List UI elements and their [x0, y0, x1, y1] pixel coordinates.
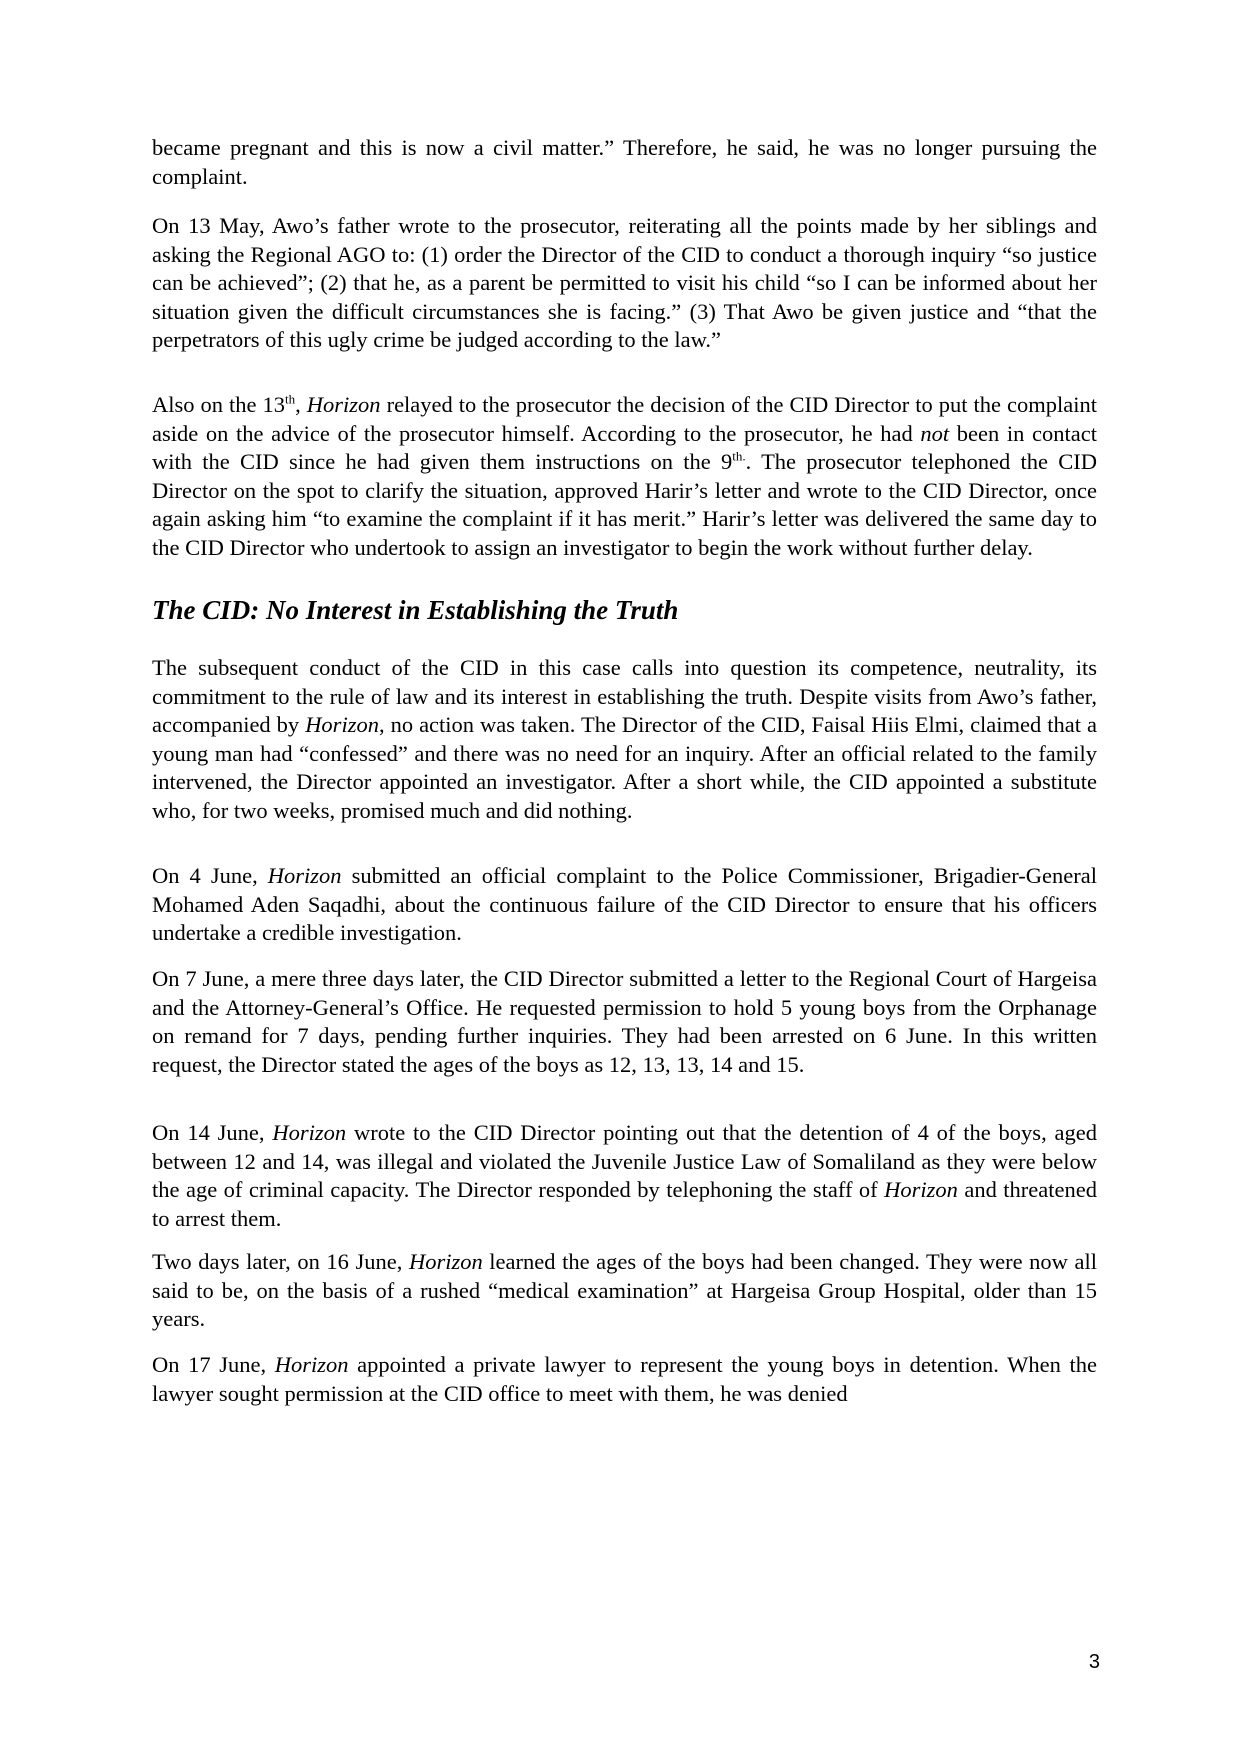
paragraph-cid-conduct: The subsequent conduct of the CID in this case calls into question its competence, neutrality, its commitment to the rule of law and its interest in establishing the truth. Despite visits from Awo’s father, accompanied by Horizon, no action was taken. The Director of the CID, Faisal Hiis Elmi, claimed that a young man had “confessed” and there was no need for an inquiry. After an official related to the family intervened, the Director appointed an investigator. After a short while, the CID appointed a substitute who, for two weeks, promised much and did nothing.	[152, 655, 1097, 823]
organization-name: Horizon	[305, 712, 379, 738]
paragraph-14-june: On 14 June, Horizon wrote to the CID Director pointing out that the detention of 4 of the boys, aged between 12 and 14, was illegal and violated the Juvenile Justice Law of Somaliland as they were below the age of criminal capacity. The Director responded by telephoning the staff of Horizon and threatened to arrest them.	[152, 1120, 1098, 1231]
paragraph-horizon-relayed: Also on the 13th, Horizon relayed to the prosecutor the decision of the CID Director to put the complaint aside on the advice of the prosecutor himself. According to the prosecutor, he had not been in contact with the CID since he had given them instructions on the $9^{th.}$. The prosecutor telephoned the CID Director on the spot to clarify the situation, approved Harir’s letter and wrote to the CID Director, once again asking him “to examine the complaint if it has merit.” Harir’s letter was delivered the same day to the CID Director who undertook to assign an investigator to begin the work without further delay.	[152, 391, 1098, 560]
emphasis-word: not	[920, 420, 950, 446]
page-number: 3	[1088, 1651, 1100, 1673]
paragraph-pregnancy-civil-matter	[152, 134, 1097, 191]
organization-name: Horizon	[408, 1249, 483, 1274]
organization-name: Horizon	[884, 1177, 958, 1203]
superscript-ordinal: th	[285, 391, 296, 407]
paragraph-16-june: Two days later, on 16 June, Horizon learned the ages of the boys had been changed. They were now all said to be, on the basis of a rushed “medical examination” at Hargeisa Group Hospital, older than 15 years.	[152, 1249, 1097, 1332]
superscript-ordinal: th.	[732, 448, 746, 464]
paragraph-4-june-complaint: On 4 June, Horizon submitted an official complaint to the Police Commissioner, Brigadier-General Mohamed Aden Saqadhi, about the continuous failure of the CID Director to ensure that his officers undertake a credible investigation.	[152, 863, 1098, 946]
organization-name: Horizon	[306, 392, 381, 417]
section-heading: The CID: No Interest in Establishing the Truth	[152, 595, 679, 625]
paragraph-text: became pregnant and this is now a civil matter.” Therefore, he said, he was no longer pursuing the complaint.	[152, 135, 1097, 189]
paragraph-text: On 13 May, Awo’s father wrote to the prosecutor, reiterating all the points made by her siblings and asking the Regional AGO to: (1) order the Director of the CID to conduct a thorough inquiry “so justice can be achieved”; (2) that he, as a parent be permitted to visit his child “so I can be informed about her situation given the difficult circumstances she is facing.” (3) That Awo be given justice and “that the perpetrators of this ugly crime be judged according to the law.”	[152, 213, 1097, 353]
paragraph-father-letter	[152, 212, 1097, 355]
paragraph-17-june: On 17 June, Horizon appointed a private lawyer to represent the young boys in detention. When the lawyer sought permission at the CID office to meet with them, he was denied	[152, 1352, 1097, 1406]
paragraph-7-june-letter	[152, 965, 1097, 1079]
organization-name: Horizon	[272, 1120, 347, 1145]
organization-name: Horizon	[267, 863, 342, 888]
paragraph-text: On 7 June, a mere three days later, the CID Director submitted a letter to the Regional Court of Hargeisa and the Attorney-General’s Office. He requested permission to hold 5 young boys from the Orphanage on remand for 7 days, pending further inquiries. They had been arrested on 6 June. In this written request, the Director stated the ages of the boys as 12, 13, 13, 14 and 15.	[152, 966, 1097, 1077]
organization-name: Horizon	[274, 1352, 349, 1377]
